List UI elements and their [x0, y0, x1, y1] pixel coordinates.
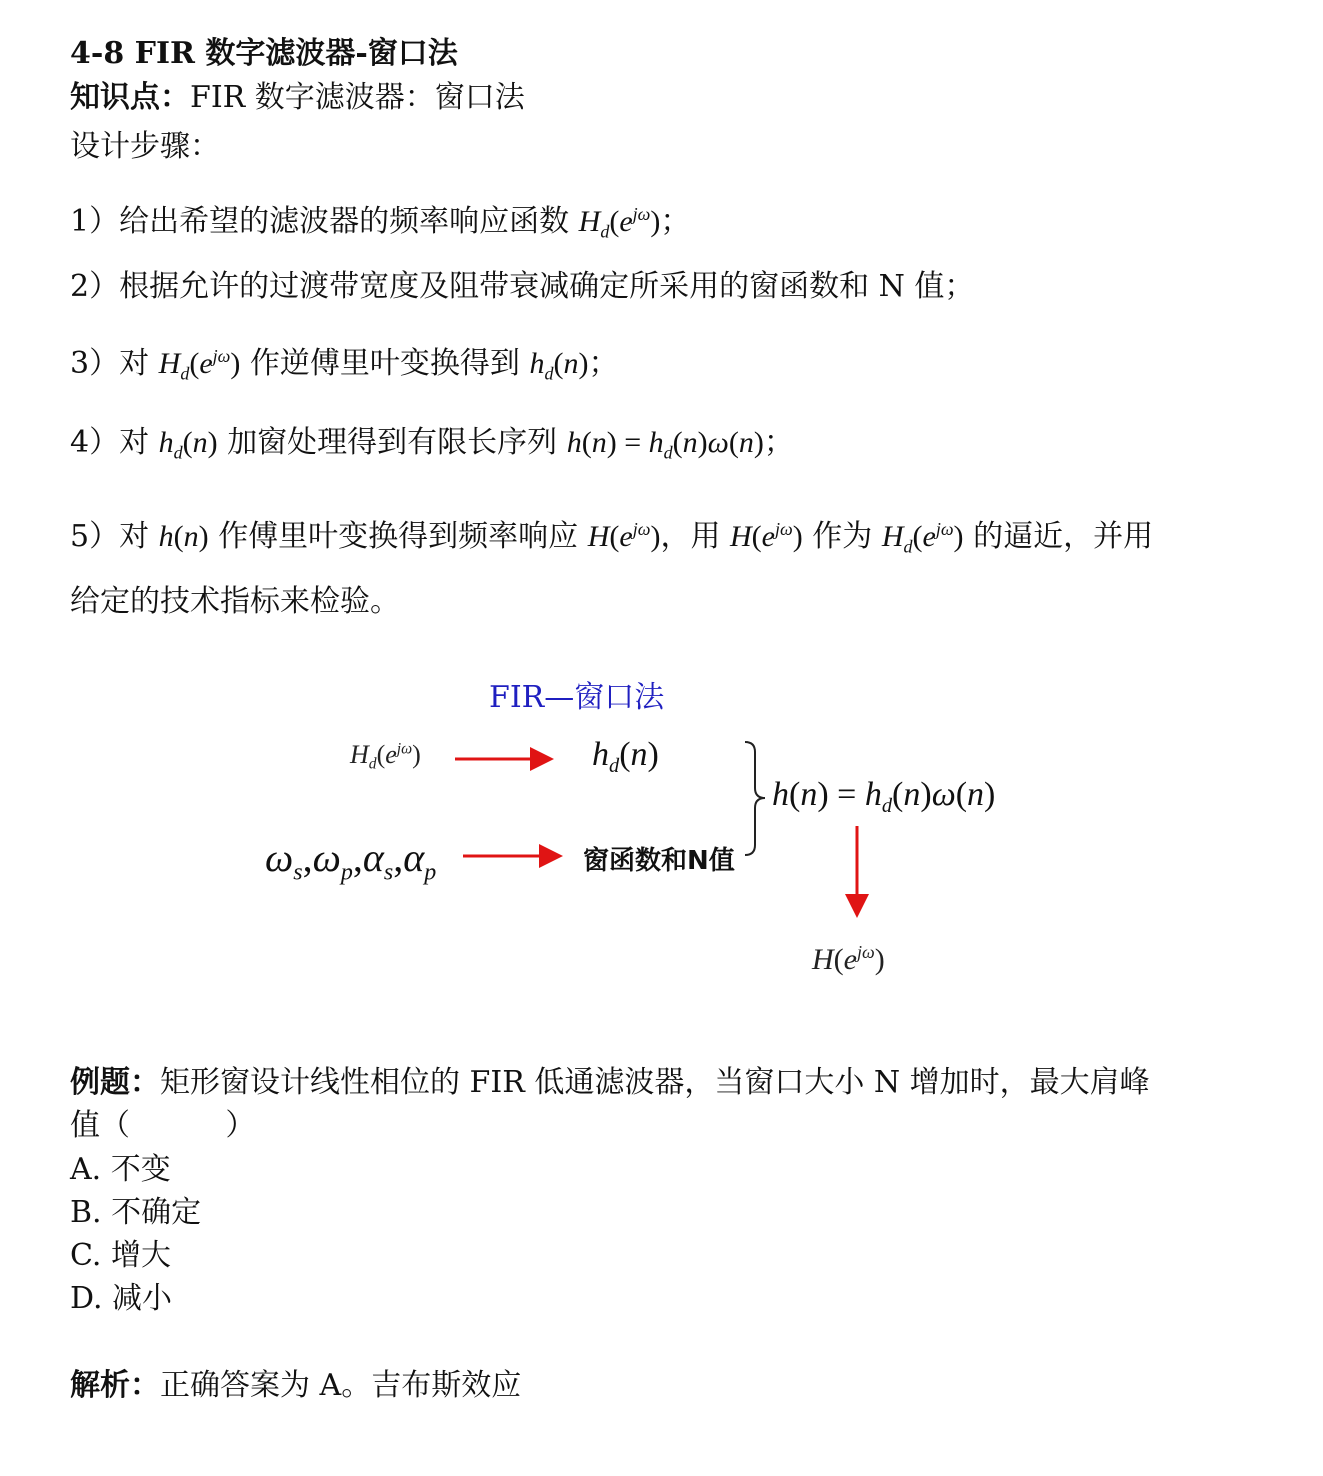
option-d: D. 减小	[70, 1281, 173, 1316]
formula-h-equals-hd-w: $h(n) = h_d(n)\omega(n)$	[566, 426, 764, 463]
step-4-middle: 加窗处理得到有限长序列	[227, 425, 558, 460]
step-4-suffix: ；	[763, 425, 794, 460]
analysis	[70, 1366, 521, 1406]
diagram-window-label: 窗函数和N值	[583, 846, 735, 876]
formula-Hd-ejw: $H_d(e^{j\omega})$	[578, 204, 661, 242]
step-3-prefix: 3）对	[70, 345, 150, 381]
example-label: 例题：	[70, 1065, 160, 1100]
step-5-prefix: 5）对	[70, 518, 150, 554]
formula-Hd-ejw: $H_d(e^{j\omega})$	[881, 519, 964, 557]
formula-H-ejw: $H(e^{j\omega})$	[730, 519, 803, 553]
diagram-hd-n: $h_d(n)$	[592, 736, 659, 778]
step-2: 2）根据允许的过渡带宽度及阻带衰减确定所采用的窗函数和 N 值；	[70, 269, 975, 304]
diagram-Hd-ejw: $H_d(e^{j\omega})$	[350, 740, 421, 773]
step-5-middle3: 作为	[812, 518, 873, 554]
knowledge-text: FIR 数字滤波器：窗口法	[190, 80, 525, 115]
diagram-title: FIR—窗口法	[489, 680, 665, 715]
diagram-H-ejw: $H(e^{j\omega})$	[812, 942, 885, 976]
step-1-suffix: ；	[660, 203, 691, 239]
step-3-suffix: ；	[588, 345, 619, 381]
option-c: C. 增大	[70, 1238, 171, 1273]
diagram-spec-params: $\omega_s,\omega_p,\alpha_s,\alpha_p$	[265, 835, 437, 886]
formula-Hd-ejw: $H_d(e^{j\omega})$	[158, 346, 241, 384]
formula-H-ejw: $H(e^{j\omega})$	[587, 519, 661, 553]
step-5-middle1: 作傅里叶变换得到频率响应	[218, 518, 579, 554]
formula-h-n: h(n)	[158, 519, 209, 553]
formula-hd-n: $h_d(n)$	[529, 346, 589, 384]
example-question-line2: 值（ ）	[70, 1108, 256, 1143]
step-5-line2: 给定的技术指标来检验。	[70, 584, 400, 619]
steps-heading: 设计步骤：	[70, 129, 220, 164]
option-a: A. 不变	[70, 1152, 171, 1187]
option-b: B. 不确定	[70, 1195, 202, 1230]
formula-hd-n: $h_d(n)$	[158, 426, 218, 463]
example-question-text: 矩形窗设计线性相位的 FIR 低通滤波器，当窗口大小 N 增加时，最大肩峰	[160, 1065, 1150, 1100]
step-4-prefix: 4）对	[70, 425, 150, 460]
step-5-middle4: 的逼近，并用	[973, 518, 1154, 554]
step-1-prefix: 1）给出希望的滤波器的频率响应函数	[70, 203, 570, 239]
example-question	[70, 1063, 1150, 1103]
analysis-label: 解析：	[70, 1368, 160, 1403]
analysis-text: 正确答案为 A。吉布斯效应	[160, 1368, 522, 1403]
page-title: 4-8 FIR 数字滤波器-窗口法	[70, 36, 458, 71]
diagram-h-equation: $h(n) = h_d(n)\omega(n)$	[772, 776, 996, 818]
step-3-middle: 作逆傅里叶变换得到	[249, 345, 520, 381]
step-5-middle2: ，用	[660, 518, 721, 554]
right-brace	[745, 742, 765, 855]
knowledge-label: 知识点：	[70, 80, 190, 115]
